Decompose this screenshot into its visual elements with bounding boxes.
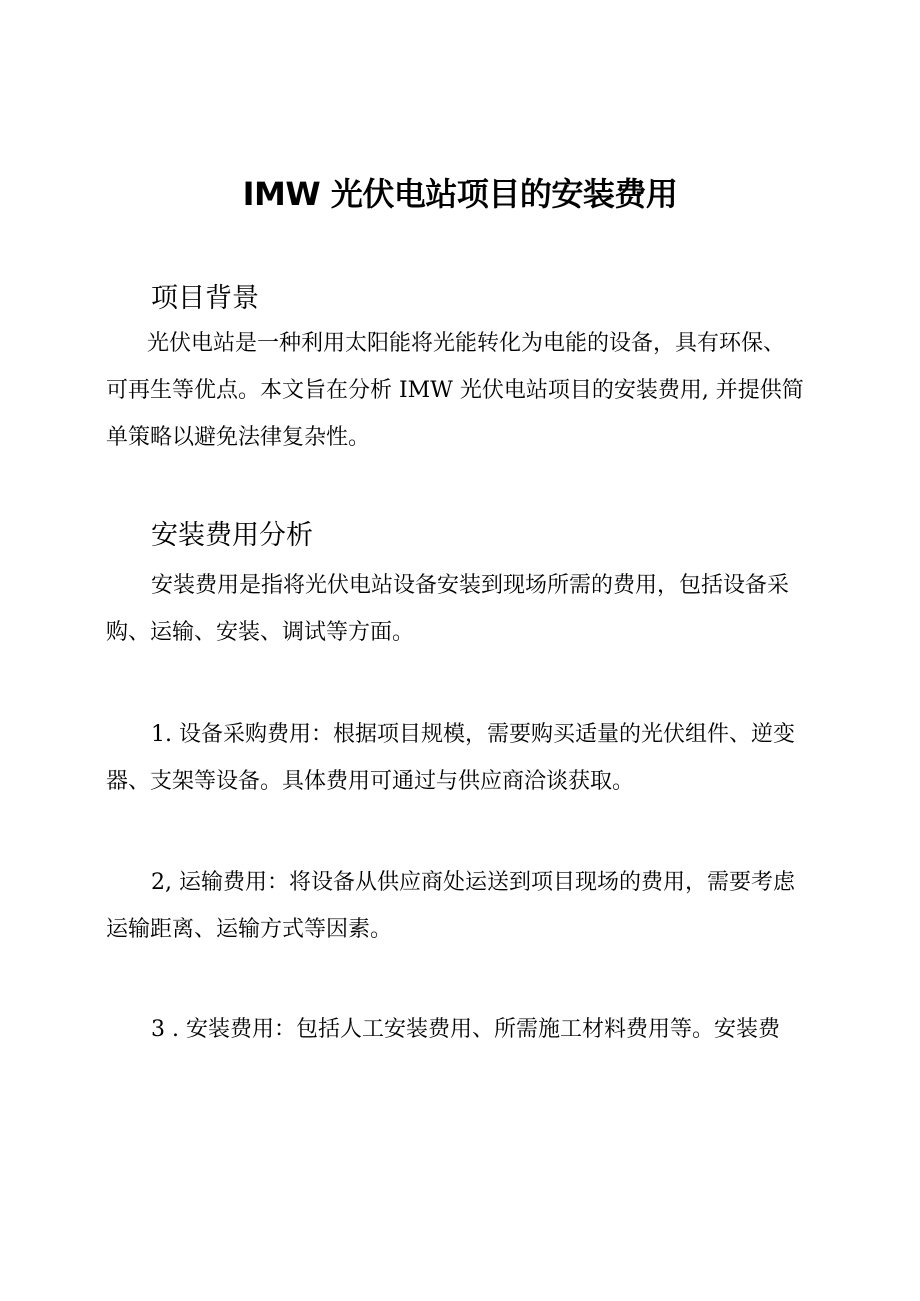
paragraph-line: 安装费用是指将光伏电站设备安装到现场所需的费用，包括设备采 xyxy=(151,573,790,598)
paragraph-line: 1. 设备采购费用：根据项目规模，需要购买适量的光伏组件、逆变 xyxy=(151,722,795,747)
paragraph-transport-cost xyxy=(106,859,826,953)
section-heading-background: 项目背景 xyxy=(151,283,259,314)
paragraph-line: 单策略以避免法律复杂性。 xyxy=(106,425,371,450)
paragraph-line: 3 . 安装费用：包括人工安装费用、所需施工材料费用等。安装费 xyxy=(151,1017,780,1042)
paragraph-line: 运输距离、运输方式等因素。 xyxy=(106,917,393,942)
section-heading-cost-analysis: 安装费用分析 xyxy=(151,520,313,551)
paragraph-line: 器、支架等设备。具体费用可通过与供应商洽谈获取。 xyxy=(106,769,635,794)
paragraph-line: 2, 运输费用：将设备从供应商处运送到项目现场的费用，需要考虑 xyxy=(151,870,795,895)
paragraph-background xyxy=(106,320,826,461)
paragraph-cost-definition xyxy=(106,562,826,656)
paragraph-line: 可再生等优点。本文旨在分析 IMW 光伏电站项目的安装费用, 并提供简 xyxy=(106,378,804,403)
paragraph-line: 光伏电站是一种利用太阳能将光能转化为电能的设备，具有环保、 xyxy=(147,331,786,356)
paragraph-line: 购、运输、安装、调试等方面。 xyxy=(106,620,415,645)
paragraph-installation-cost xyxy=(106,1006,826,1053)
paragraph-equipment-cost xyxy=(106,711,826,805)
document-title: IMW 光伏电站项目的安装费用 xyxy=(242,175,678,213)
